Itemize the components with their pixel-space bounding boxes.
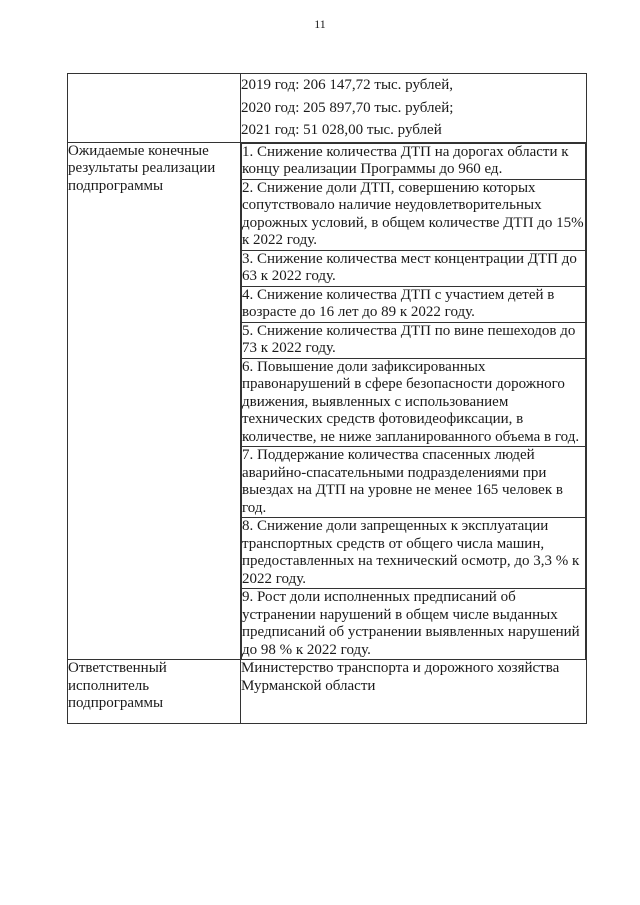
results-cell xyxy=(241,142,587,660)
result-item: 6. Повышение доли зафиксированных правонарушений в сфере безопасности дорожного движения, выявленных с использованием технических средств фотовидеофиксации, в количестве, не ниже запланированного объема в год. xyxy=(242,358,586,447)
executor-row xyxy=(68,660,587,724)
funding-line: 2021 год: 51 028,00 тыс. рублей xyxy=(241,122,442,138)
executor-value: Министерство транспорта и дорожного хозяйства Мурманской области xyxy=(241,660,587,724)
funding-row xyxy=(68,74,587,143)
result-item: 7. Поддержание количества спасенных людей аварийно-спасательными подразделениями при выездах на ДТП на уровне не менее 165 человек в год. xyxy=(242,447,586,518)
results-label: Ожидаемые конечные результаты реализации подпрограммы xyxy=(68,142,241,660)
funding-line: 2020 год: 205 897,70 тыс. рублей; xyxy=(241,99,454,116)
funding-cell xyxy=(241,74,587,143)
page-number: 11 xyxy=(314,17,326,31)
funding-label-cell xyxy=(68,74,241,143)
result-item: 3. Снижение количества мест концентрации ДТП до 63 к 2022 году. xyxy=(242,250,586,286)
results-row xyxy=(68,142,587,660)
subprogram-passport-table xyxy=(67,73,587,724)
result-item: 5. Снижение количества ДТП по вине пешеходов до 73 к 2022 году. xyxy=(242,322,586,358)
funding-line: 2019 год: 206 147,72 тыс. рублей, xyxy=(241,77,453,93)
result-item: 4. Снижение количества ДТП с участием детей в возрасте до 16 лет до 89 к 2022 году. xyxy=(242,286,586,322)
result-item: 9. Рост доли исполненных предписаний об устранении нарушений в общем числе выданных предписаний об устранении выявленных нарушений до 98 % к 2022 году. xyxy=(242,589,586,660)
result-item: 2. Снижение доли ДТП, совершению которых сопутствовало наличие неудовлетворительных дорожных условий, в общем количестве ДТП до 15% к 2022 году. xyxy=(242,179,584,248)
executor-label: Ответственный исполнитель подпрограммы xyxy=(68,660,241,724)
result-item: 8. Снижение доли запрещенных к эксплуатации транспортных средств от общего числа машин, предоставленных на технический осмотр, до 3,3 % к 2022 году. xyxy=(242,518,586,589)
results-list xyxy=(241,143,586,660)
result-item: 1. Снижение количества ДТП на дорогах области к концу реализации Программы до 960 ед. xyxy=(242,143,586,179)
